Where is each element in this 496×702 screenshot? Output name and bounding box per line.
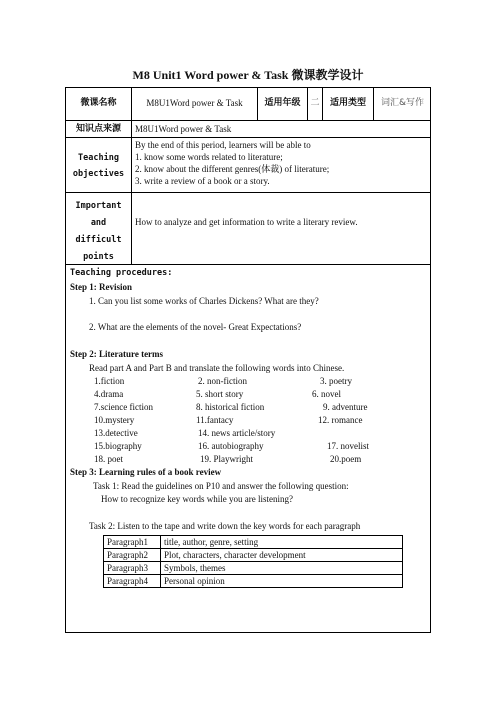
terms-row: [94, 441, 394, 452]
step1-question-1: 1. Can you list some works of Charles Dickens? What are they?: [89, 296, 319, 306]
table-row: [104, 562, 403, 575]
document-title: M8 Unit1 Word power & Task 微课教学设计: [132, 68, 364, 82]
term: 17. novelist: [327, 441, 369, 451]
term: 20.poem: [330, 454, 362, 464]
important-label-line: Important: [75, 201, 122, 211]
term: 5. short story: [196, 389, 244, 399]
term: 16. autobiography: [198, 441, 264, 451]
term: 9. adventure: [323, 402, 368, 412]
step3-task1: Task 1: Read the guidelines on P10 and answer the following question:: [93, 481, 349, 491]
term: 1.fiction: [94, 376, 125, 386]
grade-label: 适用年级: [264, 98, 301, 108]
step2-title: Step 2: Literature terms: [70, 349, 164, 359]
grade-value: 二: [310, 98, 320, 108]
terms-row: [94, 376, 394, 387]
term: 4.drama: [94, 389, 124, 399]
objectives-label: [66, 150, 131, 182]
step1-title: Step 1: Revision: [70, 282, 133, 292]
term: 15.biography: [94, 441, 142, 451]
course-name-label: 微课名称: [80, 98, 117, 108]
term: 18. poet: [94, 454, 123, 464]
objective-line: 1. know some words related to literature;: [135, 152, 283, 162]
objectives-label-line: objectives: [72, 169, 125, 179]
step3-title: Step 3: Learning rules of a book review: [70, 467, 222, 477]
terms-row: [94, 454, 394, 465]
terms-row: [94, 415, 394, 426]
important-points-value: How to analyze and get information to write a literary review.: [135, 217, 358, 227]
source-label: 知识点来源: [75, 124, 121, 134]
course-name-value: M8U1Word power & Task: [146, 98, 243, 108]
type-value: 词汇&写作: [380, 98, 425, 108]
paragraph-keywords: Plot, characters, character development: [161, 549, 403, 562]
important-points-label: [66, 198, 131, 266]
important-label-line: points: [83, 252, 114, 262]
table-row: [104, 549, 403, 562]
type-label: 适用类型: [329, 98, 366, 108]
objective-line: 2. know about the different genres(体裁) of literature;: [135, 164, 330, 174]
row-divider: [66, 192, 430, 193]
step1-question-2: 2. What are the elements of the novel- Great Expectations?: [89, 322, 302, 332]
term: 6. novel: [312, 389, 341, 399]
term: 11.fantacy: [196, 415, 234, 425]
important-label-line: difficult: [75, 235, 122, 245]
table-row: [104, 536, 403, 549]
table-row: [104, 575, 403, 588]
objective-line: 3. write a review of a book or a story.: [135, 176, 270, 186]
term: 3. poetry: [320, 376, 352, 386]
step3-task2: Task 2: Listen to the tape and write down the key words for each paragraph: [89, 521, 361, 531]
paragraph-keywords: title, author, genre, setting: [161, 536, 403, 549]
row-divider: [66, 120, 430, 121]
terms-row: [94, 402, 394, 413]
term: 14. news article/story: [198, 428, 276, 438]
paragraph-label: Paragraph4: [104, 575, 161, 588]
terms-row: [94, 389, 394, 400]
procedures-heading: Teaching procedures:: [70, 268, 173, 278]
important-label-line: and: [90, 218, 107, 228]
term: 7.science fiction: [94, 402, 153, 412]
term: 12. romance: [318, 415, 363, 425]
terms-row: [94, 428, 394, 439]
term: 8. historical fiction: [196, 402, 265, 412]
source-value: M8U1Word power & Task: [135, 124, 232, 134]
term: 10.mystery: [94, 415, 135, 425]
paragraph-keywords: Personal opinion: [161, 575, 403, 588]
paragraph-keywords: Symbols, themes: [161, 562, 403, 575]
paragraph-label: Paragraph1: [104, 536, 161, 549]
step3-task1-question: How to recognize key words while you are listening?: [101, 494, 293, 504]
lesson-plan-table: [65, 87, 431, 633]
objectives-label-line: Teaching: [78, 153, 119, 163]
objective-line: By the end of this period, learners will be able to: [135, 140, 311, 150]
row-divider: [66, 137, 430, 138]
step2-intro: Read part A and Part B and translate the following words into Chinese.: [89, 363, 345, 373]
term: 2. non-fiction: [198, 376, 247, 386]
paragraph-label: Paragraph3: [104, 562, 161, 575]
term: 19. Playwright: [200, 454, 253, 464]
paragraph-label: Paragraph2: [104, 549, 161, 562]
paragraph-keywords-table: [103, 535, 403, 588]
objectives-list: [135, 139, 329, 187]
term: 13.detective: [94, 428, 138, 438]
column-divider: [131, 88, 132, 264]
